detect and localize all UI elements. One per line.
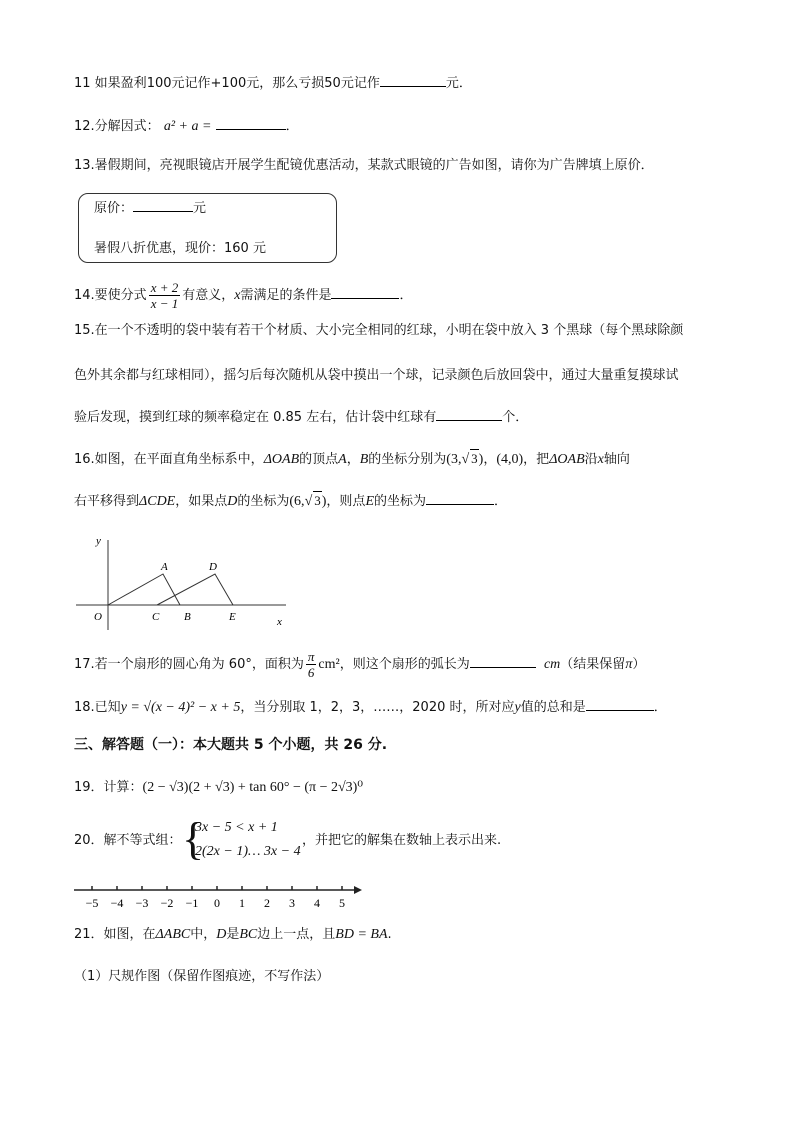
section-heading: 三、解答题（一）：本大题共 5 个小题，共 26 分. (74, 737, 388, 753)
number-line-label: 4 (314, 896, 320, 910)
question-16-line-1: 16.如图，在平面直角坐标系中，ΔOAB的顶点A，B的坐标分别为(3,√ 3)，(4,0)，把ΔOAB沿x轴向 (74, 451, 630, 467)
label-o: O (94, 611, 102, 623)
coordinate-figure (72, 532, 292, 632)
number-line-label: −5 (85, 896, 99, 910)
question-12: 12.分解因式： a² + a = ． (74, 119, 299, 134)
question-16-line-2: 右平移得到ΔCDE，如果点D的坐标为(6,√ 3)，则点E的坐标为 ． (74, 493, 508, 509)
answer-blank[interactable] (470, 655, 536, 668)
answer-blank[interactable] (426, 492, 494, 505)
question-20-instruction: ，并把它的解集在数轴上表示出来. (302, 833, 502, 848)
number-line-label: 5 (339, 896, 345, 910)
answer-blank[interactable] (133, 199, 193, 212)
question-18: 18.已知y = √(x − 4)² − x + 5，当分别取 1，2，3，……，2020 时，所对应y值的总和是 ． (74, 700, 667, 715)
number-line-label: −3 (135, 896, 149, 910)
arrow-right-icon (354, 886, 362, 894)
label-d: D (209, 561, 217, 573)
ad-price-line: 原价： 元 (94, 201, 207, 216)
inequality-2: 2(2x − 1)… 3x − 4 (195, 844, 301, 859)
label-a: A (161, 561, 168, 573)
number-line-label: 2 (264, 896, 270, 910)
number-line-label: 1 (239, 896, 245, 910)
question-20-label: 20．解不等式组： (74, 833, 182, 848)
fraction: $\frac{x + 2}{x - 1}$ (150, 280, 179, 311)
brace-symbol: { (182, 813, 205, 864)
label-b: B (184, 611, 191, 623)
label-c: C (152, 611, 160, 623)
ad-discount-line: 暑假八折优惠，现价：160 元 (94, 241, 266, 256)
answer-blank[interactable] (216, 117, 286, 130)
y-axis-label: y (96, 535, 101, 547)
question-17: 17.若一个扇形的圆心角为 60°，面积为 $\frac{\pi}{6}$ cm²，则这个扇形的弧长为 cm（结果保留π） (74, 649, 646, 680)
question-19: 19．计算：(2 − √3)(2 + √3) + tan 60° − (π − 2√3)⁰ (74, 780, 363, 795)
answer-blank[interactable] (380, 74, 446, 87)
question-13: 13.暑假期间，亮视眼镜店开展学生配镜优惠活动，某款式眼镜的广告如图，请你为广告牌填上原价． (74, 158, 654, 173)
math-expression: y = √(x − 4)² − x + 5 (120, 700, 241, 715)
question-15-line-3: 验后发现，摸到红球的频率稳定在 0.85 左右，估计袋中红球有 个． (74, 410, 529, 425)
math-expression: a² + a = (163, 119, 212, 134)
answer-blank[interactable] (586, 698, 654, 711)
number-line-label: −1 (185, 896, 199, 910)
x-axis-label: x (277, 616, 282, 628)
triangle-oab (108, 574, 180, 605)
question-14: 14.要使分式 $\frac{x + 2}{x - 1}$ 有意义，x需满足的条件是 ． (74, 280, 413, 311)
triangle-cde (157, 574, 233, 605)
question-11: 11 如果盈利100元记作+100元，那么亏损50元记作 元． (74, 76, 472, 91)
answer-blank[interactable] (331, 286, 399, 299)
number-line (72, 880, 372, 912)
math-expression: (2 − √3)(2 + √3) + tan 60° − (π − 2√3)⁰ (142, 780, 363, 795)
label-e: E (229, 611, 236, 623)
question-15-line-1: 15.在一个不透明的袋中装有若干个材质、大小完全相同的红球，小明在袋中放入 3 个黑球（每个黑球除颜 (74, 323, 684, 338)
fraction: $\frac{\pi}{6}$ (307, 649, 315, 680)
inequality-1: 3x − 5 < x + 1 (195, 820, 278, 835)
number-line-label: −2 (160, 896, 174, 910)
answer-blank[interactable] (436, 408, 502, 421)
question-21: 21．如图，在ΔABC中，D是BC边上一点，且BD = BA. (74, 927, 392, 942)
question-21-part-1: （1）尺规作图（保留作图痕迹，不写作法） (74, 969, 330, 984)
question-15-line-2: 色外其余都与红球相同），摇匀后每次随机从袋中摸出一个球，记录颜色后放回袋中，通过大量重复摸球试 (74, 368, 679, 383)
number-line-label: 0 (214, 896, 220, 910)
number-line-label: −4 (110, 896, 124, 910)
number-line-label: 3 (289, 896, 295, 910)
